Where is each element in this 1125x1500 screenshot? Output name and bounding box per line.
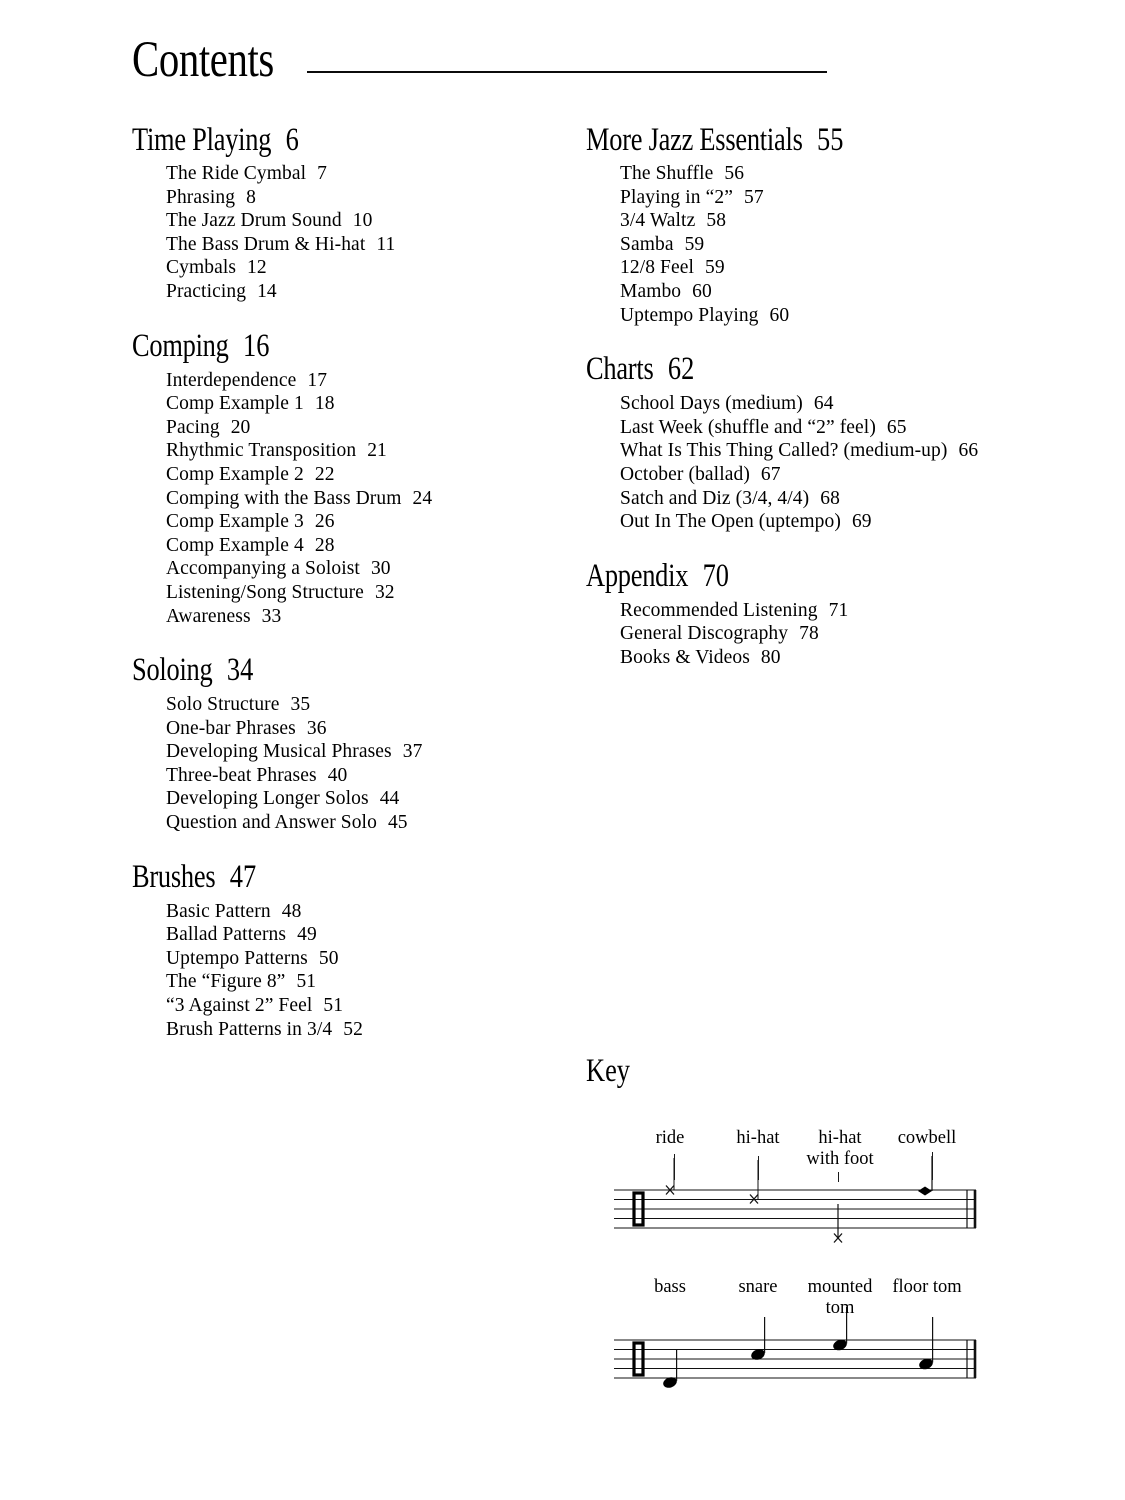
toc-entry[interactable]: [620, 439, 1046, 463]
toc-entry-page: 10: [352, 210, 373, 232]
toc-entry-label: The Ride Cymbal: [166, 163, 307, 184]
toc-entry-page: 60: [692, 280, 712, 302]
section-spacer: [132, 634, 592, 650]
toc-entry-label: What Is This Thing Called? (medium-up): [620, 440, 948, 462]
toc-entry[interactable]: [166, 900, 592, 924]
toc-entry-label: General Discography: [620, 623, 789, 645]
toc-entry[interactable]: [166, 186, 592, 210]
toc-entry-label: Pacing: [166, 416, 220, 438]
toc-entry-label: The Bass Drum & Hi-hat: [166, 233, 366, 255]
toc-entry[interactable]: [166, 369, 592, 393]
toc-entry[interactable]: [620, 392, 1046, 416]
toc-entry-label: Comp Example 2: [166, 463, 304, 485]
toc-entry[interactable]: [620, 304, 1046, 328]
toc-entry[interactable]: [620, 209, 1046, 233]
toc-entry[interactable]: [166, 1018, 592, 1042]
toc-entry-page: 68: [820, 487, 840, 509]
toc-entry-page: 67: [760, 463, 781, 485]
toc-entry-page: 65: [886, 416, 907, 438]
toc-entry-page: 17: [307, 369, 328, 391]
toc-entry-page: 58: [706, 210, 727, 232]
toc-entry-label: “3 Against 2” Feel: [166, 995, 313, 1017]
toc-column-left: [132, 120, 592, 1063]
toc-entry[interactable]: [166, 162, 592, 186]
toc-entry[interactable]: [620, 233, 1046, 257]
toc-entry-label: The Jazz Drum Sound: [166, 210, 342, 232]
toc-entry-page: 71: [828, 599, 849, 621]
key-label: [654, 1277, 686, 1298]
toc-entry-label: Playing in “2”: [620, 186, 733, 208]
key-label: [738, 1277, 777, 1298]
toc-entry-list: [132, 162, 592, 304]
toc-entry-label: Interdependence: [166, 369, 297, 391]
toc-entry-label: Recommended Listening: [620, 599, 818, 621]
toc-entry[interactable]: [166, 811, 592, 835]
toc-entry[interactable]: [620, 510, 1046, 534]
toc-section-heading-page: 70: [702, 557, 729, 594]
key-label-leader-line: [838, 1172, 839, 1182]
toc-entry-page: 57: [743, 186, 764, 208]
toc-entry-label: School Days (medium): [620, 393, 803, 415]
section-spacer: [586, 540, 1046, 556]
toc-entry[interactable]: [166, 693, 592, 717]
toc-section: [132, 326, 592, 629]
toc-section-heading[interactable]: [132, 857, 500, 898]
toc-entry-list: [586, 392, 1046, 534]
toc-entry-page: 8: [246, 186, 256, 208]
toc-entry-label: Awareness: [166, 605, 251, 627]
toc-entry-page: 22: [314, 463, 335, 485]
toc-entry-label: October (ballad): [620, 463, 750, 485]
toc-entry-page: 50: [318, 947, 339, 969]
toc-entry[interactable]: [166, 994, 592, 1018]
toc-entry-page: 24: [412, 487, 433, 509]
toc-entry-page: 78: [799, 623, 819, 645]
toc-section-heading-label: Brushes: [132, 858, 216, 895]
toc-entry-page: 18: [314, 393, 335, 415]
toc-entry[interactable]: [166, 764, 592, 788]
toc-entry-list: [132, 693, 592, 835]
toc-section-heading[interactable]: [586, 349, 954, 390]
toc-entry-label: Uptempo Playing: [620, 304, 759, 326]
key-label-line1: floor tom: [892, 1277, 962, 1297]
key-label: [892, 1277, 961, 1298]
toc-entry-label: Out In The Open (uptempo): [620, 511, 841, 533]
toc-entry-list: [586, 162, 1046, 327]
toc-entry-label: Question and Answer Solo: [166, 812, 377, 834]
toc-section-heading-label: Time Playing: [132, 122, 272, 158]
toc-entry-page: 44: [379, 788, 400, 810]
toc-entry[interactable]: [166, 557, 592, 581]
toc-entry[interactable]: [166, 209, 592, 233]
toc-entry-page: 51: [323, 995, 344, 1017]
toc-section-heading-page: 6: [285, 122, 299, 158]
toc-entry-page: 26: [314, 511, 335, 533]
key-label: [898, 1128, 957, 1149]
toc-entry-label: The Shuffle: [620, 163, 714, 184]
toc-entry[interactable]: [620, 186, 1046, 210]
toc-entry-page: 59: [684, 233, 705, 255]
toc-section-heading-page: 62: [667, 351, 695, 388]
toc-section: [586, 349, 1046, 534]
key-staff-drums: [586, 1265, 1056, 1395]
toc-entry-page: 56: [724, 163, 745, 184]
toc-section: [132, 857, 592, 1042]
toc-entry-label: Cymbals: [166, 257, 237, 279]
toc-section: [132, 120, 592, 304]
section-spacer: [586, 676, 1046, 692]
toc-section-heading-label: Comping: [132, 327, 229, 364]
key-label-line1: ride: [655, 1128, 685, 1148]
section-spacer: [132, 841, 592, 857]
toc-entry-label: Comp Example 4: [166, 534, 304, 556]
toc-section-heading[interactable]: [132, 650, 500, 691]
toc-entry[interactable]: [166, 439, 592, 463]
toc-entry-page: 51: [296, 971, 317, 993]
toc-entry[interactable]: [166, 947, 592, 971]
toc-entry-page: 11: [376, 233, 396, 255]
toc-section-heading[interactable]: [586, 556, 954, 597]
toc-section-heading-label: Appendix: [586, 557, 689, 594]
toc-entry-label: Satch and Diz (3/4, 4/4): [620, 487, 810, 509]
toc-entry-page: 80: [760, 646, 781, 668]
toc-entry[interactable]: [166, 256, 592, 280]
toc-entry[interactable]: [166, 233, 592, 257]
toc-entry-page: 60: [769, 304, 790, 326]
toc-section-heading[interactable]: [132, 120, 500, 161]
toc-section-heading[interactable]: [132, 326, 500, 367]
key-label-line1: mounted: [807, 1277, 873, 1297]
toc-entry-page: 35: [290, 694, 311, 716]
toc-section: [586, 120, 1046, 327]
toc-entry-label: Developing Longer Solos: [166, 788, 369, 810]
toc-section-heading-label: Soloing: [132, 652, 213, 689]
toc-entry-label: Last Week (shuffle and “2” feel): [620, 416, 876, 438]
toc-entry[interactable]: [166, 740, 592, 764]
toc-entry[interactable]: [620, 416, 1046, 440]
key-label-line1: hi-hat: [818, 1128, 862, 1148]
toc-entry-label: Comp Example 1: [166, 393, 304, 415]
key-label-leader-line: [932, 1152, 933, 1180]
key-label-line2: tom: [825, 1298, 855, 1318]
key-label-line1: cowbell: [897, 1128, 957, 1148]
toc-entry[interactable]: [166, 416, 592, 440]
key-label-line1: hi-hat: [736, 1128, 780, 1148]
toc-entry[interactable]: [166, 581, 592, 605]
title-rule: [307, 71, 827, 73]
toc-section-heading-label: Charts: [586, 351, 654, 388]
toc-section-heading-label: More Jazz Essentials: [586, 122, 803, 158]
toc-entry-label: Uptempo Patterns: [166, 947, 308, 969]
toc-section-heading-page: 47: [229, 858, 257, 895]
toc-section-heading-page: 34: [226, 652, 254, 689]
toc-entry-page: 37: [402, 741, 423, 763]
toc-entry-page: 66: [958, 440, 979, 462]
page-title: Contents: [132, 32, 274, 88]
toc-entry-label: Books & Videos: [620, 646, 750, 668]
toc-entry-page: 20: [230, 416, 251, 438]
key-section: [586, 1052, 1056, 1432]
section-spacer: [132, 1047, 592, 1063]
toc-entry[interactable]: [166, 510, 592, 534]
toc-entry[interactable]: [620, 599, 1046, 623]
toc-entry-label: Developing Musical Phrases: [166, 741, 392, 763]
toc-entry-page: 32: [374, 581, 395, 603]
toc-entry[interactable]: [166, 787, 592, 811]
toc-entry-list: [586, 599, 1046, 670]
toc-entry-label: 12/8 Feel: [620, 257, 695, 279]
toc-entry-label: Listening/Song Structure: [166, 581, 364, 603]
toc-entry-label: Accompanying a Soloist: [166, 558, 360, 580]
toc-entry-page: 48: [281, 900, 302, 922]
toc-entry-page: 33: [261, 605, 282, 627]
toc-entry[interactable]: [620, 162, 1046, 186]
toc-entry-list: [132, 369, 592, 629]
key-label: [806, 1128, 873, 1170]
toc-entry-label: Three-beat Phrases: [166, 764, 317, 786]
toc-entry[interactable]: [620, 463, 1046, 487]
toc-entry-page: 49: [297, 924, 317, 946]
key-staff-cymbals: [586, 1120, 1056, 1250]
toc-entry-page: 30: [370, 558, 391, 580]
toc-entry-label: The “Figure 8”: [166, 971, 286, 993]
toc-entry[interactable]: [620, 487, 1046, 511]
toc-entry-page: 7: [317, 163, 328, 184]
toc-entry[interactable]: [166, 923, 592, 947]
toc-entry[interactable]: [166, 392, 592, 416]
key-label-line2: with foot: [806, 1149, 874, 1169]
toc-entry[interactable]: [620, 256, 1046, 280]
toc-entry-label: Ballad Patterns: [166, 924, 287, 946]
toc-entry-page: 69: [851, 511, 872, 533]
toc-entry-page: 64: [813, 393, 834, 415]
toc-section-heading[interactable]: [586, 120, 954, 161]
toc-entry[interactable]: [166, 280, 592, 304]
toc-entry-label: Comp Example 3: [166, 511, 304, 533]
toc-entry-label: Solo Structure: [166, 694, 280, 716]
toc-entry[interactable]: [166, 605, 592, 629]
toc-entry-page: 28: [314, 534, 335, 556]
toc-entry-label: Basic Pattern: [166, 900, 271, 922]
toc-section: [132, 650, 592, 835]
toc-entry-label: Rhythmic Transposition: [166, 440, 357, 462]
toc-entry-page: 12: [247, 257, 267, 279]
toc-entry-label: Phrasing: [166, 186, 236, 208]
toc-entry-page: 14: [257, 280, 277, 302]
toc-entry-label: 3/4 Waltz: [620, 210, 696, 232]
toc-entry[interactable]: [166, 534, 592, 558]
toc-entry-page: 36: [306, 717, 327, 739]
key-label: [656, 1128, 685, 1149]
toc-entry-list: [132, 900, 592, 1042]
toc-entry-label: Practicing: [166, 280, 247, 302]
toc-entry[interactable]: [166, 487, 592, 511]
toc-entry[interactable]: [166, 970, 592, 994]
toc-entry-label: One-bar Phrases: [166, 717, 296, 739]
toc-entry-page: 59: [705, 257, 725, 279]
key-label-line1: bass: [654, 1277, 686, 1297]
section-spacer: [586, 333, 1046, 349]
toc-entry-label: Mambo: [620, 280, 682, 302]
key-label: [808, 1277, 873, 1319]
toc-entry[interactable]: [620, 622, 1046, 646]
key-label-leader-line: [758, 1156, 759, 1180]
section-spacer: [132, 310, 592, 326]
toc-entry-page: 21: [367, 440, 387, 462]
toc-section-heading-page: 16: [243, 327, 270, 364]
toc-entry[interactable]: [166, 463, 592, 487]
toc-entry[interactable]: [620, 646, 1046, 670]
toc-section: [586, 556, 1046, 670]
toc-entry-page: 45: [387, 812, 408, 834]
toc-entry-label: Comping with the Bass Drum: [166, 487, 402, 509]
toc-entry-label: Brush Patterns in 3/4: [166, 1018, 333, 1040]
toc-entry[interactable]: [620, 280, 1046, 304]
toc-entry[interactable]: [166, 717, 592, 741]
toc-column-right: [586, 120, 1046, 692]
toc-entry-label: Samba: [620, 233, 674, 255]
key-label: [736, 1128, 779, 1149]
key-label-line1: snare: [738, 1277, 778, 1297]
key-label-leader-line: [674, 1154, 675, 1180]
toc-entry-page: 40: [327, 764, 348, 786]
page-header: [132, 34, 832, 94]
toc-entry-page: 52: [343, 1018, 363, 1040]
toc-section-heading-page: 55: [817, 122, 844, 158]
key-title: Key: [586, 1053, 630, 1089]
